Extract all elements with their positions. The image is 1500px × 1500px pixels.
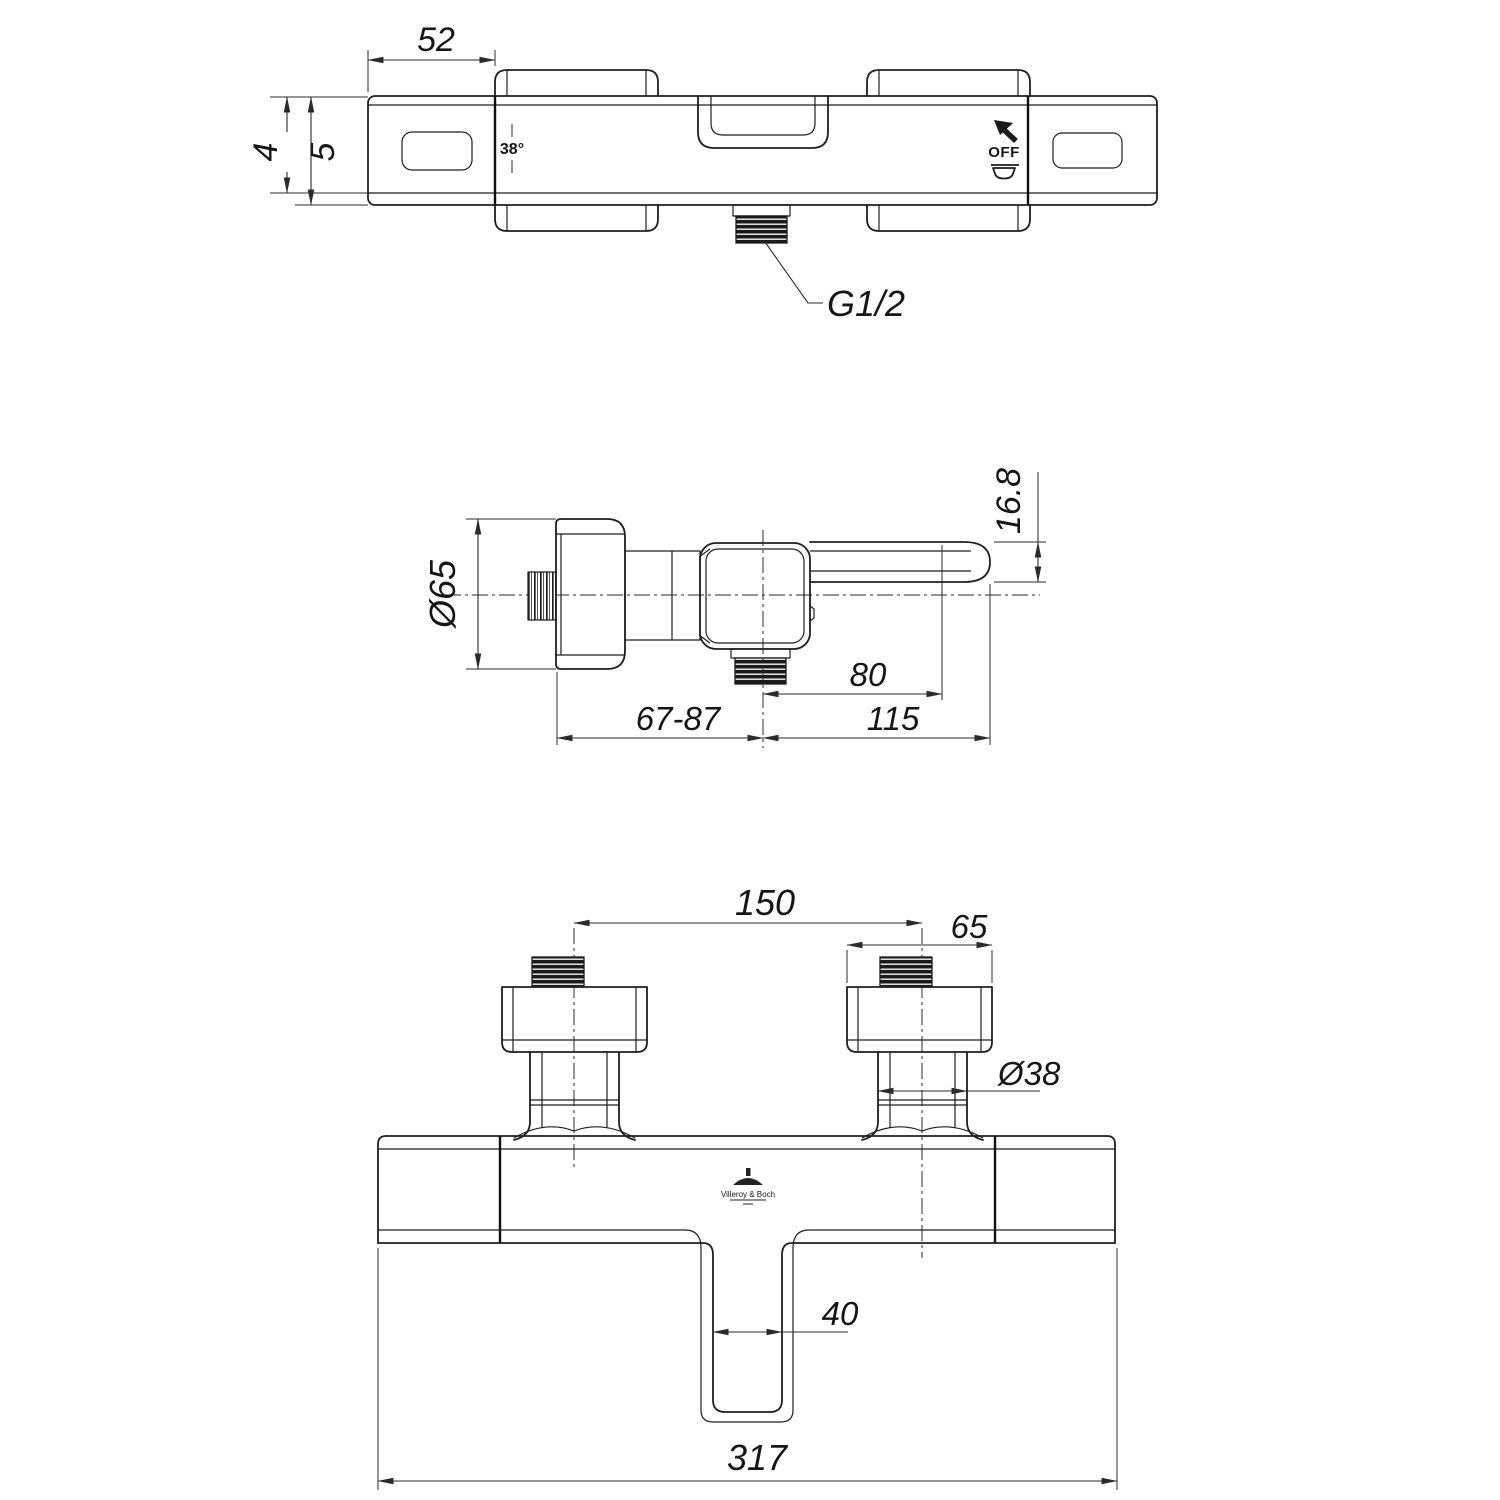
outlet-collar: [733, 205, 790, 216]
bottom-tab-left-inner: [507, 205, 646, 231]
bathtub-icon: [991, 165, 1019, 179]
left-inlet-thread: [532, 957, 584, 987]
flow-handle-button: [1053, 133, 1122, 168]
brand-logo-icon: [733, 1168, 763, 1185]
top-view-section-lines: [495, 96, 1028, 205]
spout-outline-inner: [378, 1243, 1115, 1412]
wall-nipple-thread: [528, 572, 556, 620]
dim5-label: 5: [304, 142, 342, 162]
side-spout-collar: [731, 649, 790, 658]
top-view: [247, 21, 1157, 324]
bottom-tab-right: [867, 205, 1030, 231]
side-spout-thread: [735, 658, 786, 684]
bottom-tab-left: [495, 205, 658, 231]
valve-body-clips: [699, 549, 814, 643]
dia65-label: Ø65: [422, 559, 463, 629]
top-tab-left: [495, 70, 658, 96]
dim40-label: 40: [821, 1295, 859, 1332]
lever-handle: [810, 542, 990, 582]
dim150-label: 150: [734, 882, 796, 923]
dim65-label: 65: [950, 908, 988, 945]
temp-mark-label: 38°: [499, 141, 525, 158]
outlet-thread-label: G1/2: [827, 283, 906, 324]
valve-body-inner: [706, 549, 804, 643]
valve-body-outer: [700, 543, 810, 649]
side-view: [422, 468, 1046, 748]
right-inlet-thread: [880, 957, 932, 987]
bottom-tab-right-inner: [879, 205, 1018, 231]
spout-bridge-inner: [711, 96, 815, 135]
front-view: [378, 882, 1117, 1490]
spout-outline-outer: [378, 1230, 1115, 1422]
outlet-leader-line: [765, 242, 823, 303]
spout-bridge-outer: [698, 96, 828, 148]
dim80-label: 80: [849, 656, 887, 693]
right-union: [847, 987, 992, 1052]
dim52-label: 52: [417, 21, 455, 59]
top-tab-right: [867, 70, 1030, 96]
escutcheon: [556, 519, 625, 669]
brand-label: Villeroy & Boch: [720, 1190, 776, 1199]
top-tab-left-inner: [507, 70, 646, 96]
dim6787-label: 67-87: [635, 700, 721, 737]
dim317-label: 317: [726, 1437, 788, 1478]
dim4-label: 4: [247, 142, 285, 162]
top-view-body-bands: [368, 105, 1157, 193]
top-view-body: [368, 96, 1157, 205]
brand-underline: [730, 1200, 766, 1204]
outlet-thread: [736, 216, 787, 243]
shower-arrow-icon: [994, 120, 1016, 141]
dim168-label: 16.8: [990, 467, 1028, 535]
dia38-label: Ø38: [998, 1055, 1061, 1092]
off-label: OFF: [988, 144, 1020, 161]
dim115-label: 115: [866, 700, 920, 737]
temp-handle-button: [402, 132, 472, 170]
right-union-details: [847, 987, 992, 1052]
top-tab-right-inner: [879, 70, 1018, 96]
lever-handle-lines: [810, 551, 971, 571]
